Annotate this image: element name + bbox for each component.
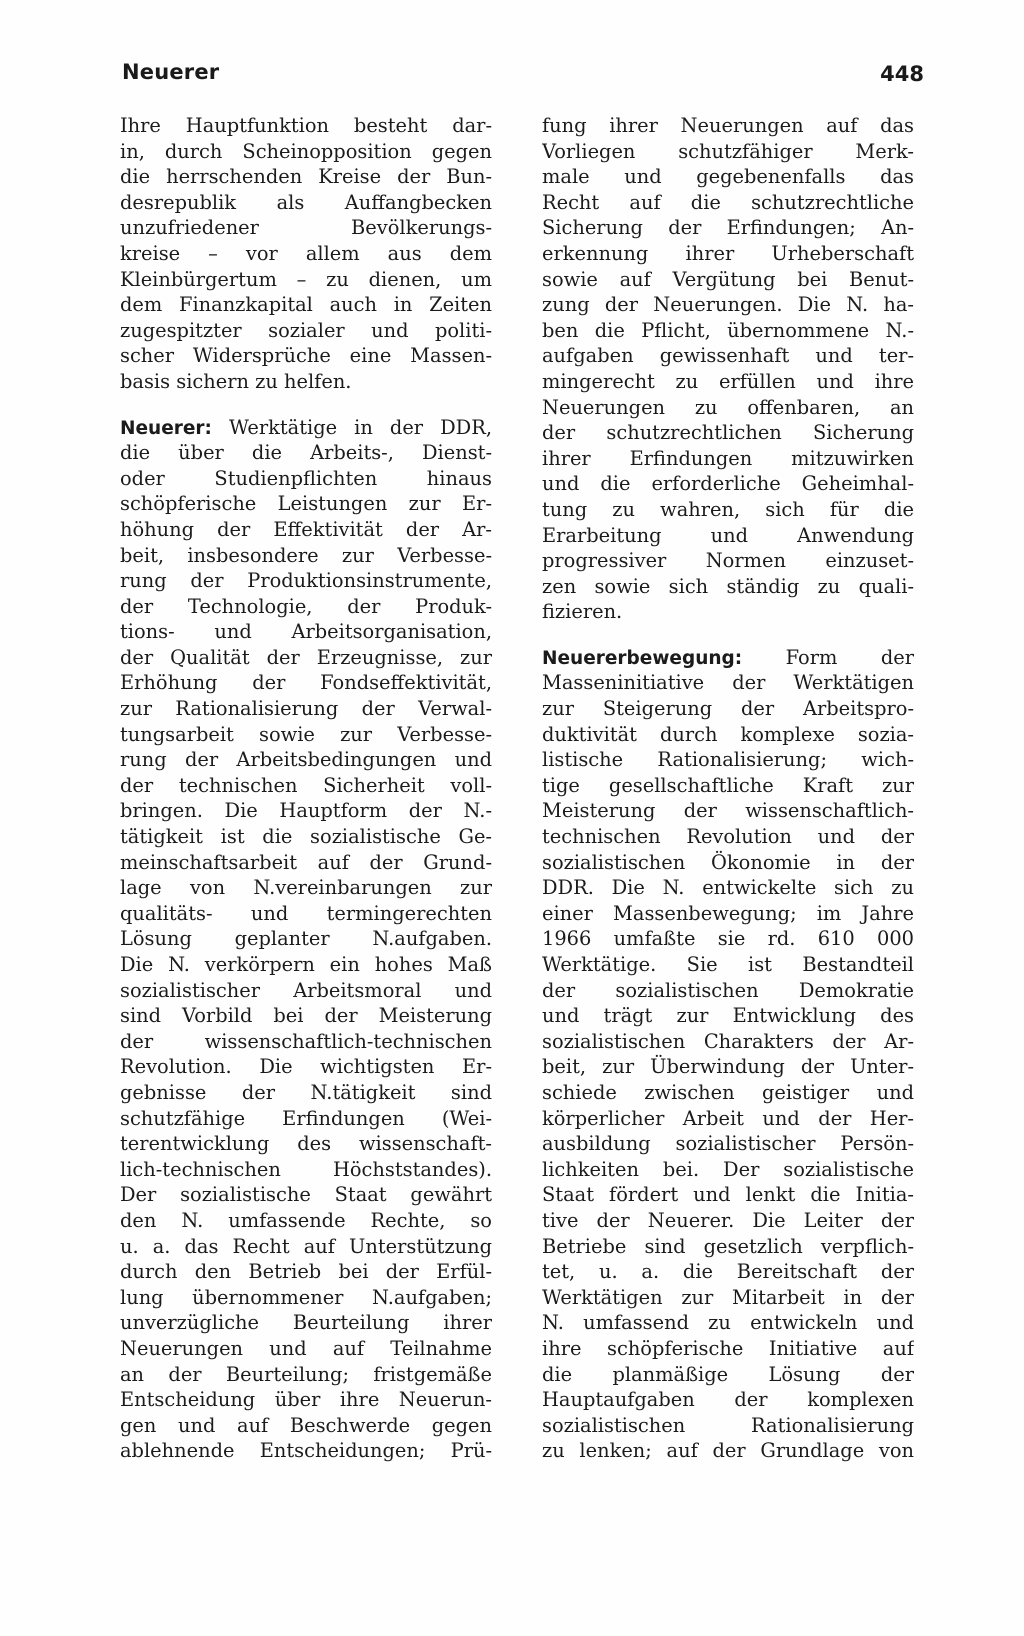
text-line: sowie auf Vergütung bei Benut- bbox=[542, 267, 914, 291]
text-line: Meisterung der wissenschaftlich- bbox=[542, 799, 914, 823]
text-line: N. umfassend zu entwickeln und bbox=[542, 1311, 914, 1335]
text-line: zur Steigerung der Arbeitspro- bbox=[542, 697, 914, 721]
text-line: schiede zwischen geistiger und bbox=[542, 1080, 914, 1104]
text-line: zur Rationalisierung der Verwal- bbox=[120, 697, 492, 721]
text-line: Erarbeitung und Anwendung bbox=[542, 523, 914, 547]
text-line: der Technologie, der Produk- bbox=[120, 594, 492, 618]
text-line: tige gesellschaftliche Kraft zur bbox=[542, 773, 914, 797]
text-line: unverzügliche Beurteilung ihrer bbox=[120, 1311, 492, 1335]
paragraph-gap bbox=[542, 625, 914, 645]
text-line: Staat fördert und lenkt die Initia- bbox=[542, 1183, 914, 1207]
text-line: tive der Neuerer. Die Leiter der bbox=[542, 1208, 914, 1232]
text-line: gebnisse der N.tätigkeit sind bbox=[120, 1080, 492, 1104]
text-line: sozialistischer Arbeitsmoral und bbox=[120, 978, 492, 1002]
text-line: zung der Neuerungen. Die N. ha- bbox=[542, 293, 914, 317]
text-line: ihre schöpferische Initiative auf bbox=[542, 1336, 914, 1360]
text-line: duktivität durch komplexe sozia- bbox=[542, 722, 914, 746]
text-line: kreise – vor allem aus dem bbox=[120, 241, 492, 265]
continuation-paragraph bbox=[120, 113, 492, 395]
text-line: beit, insbesondere zur Verbesse- bbox=[120, 543, 492, 567]
text-line: Werktätigen zur Mitarbeit in der bbox=[542, 1285, 914, 1309]
text-line: Neuerungen zu offenbaren, an bbox=[542, 395, 914, 419]
text-line: die planmäßige Lösung der bbox=[542, 1362, 914, 1386]
text-line: sozialistischen Ökonomie in der bbox=[542, 850, 914, 874]
text-line: durch den Betrieb bei der Erfül- bbox=[120, 1260, 492, 1284]
text-line: tions- und Arbeitsorganisation, bbox=[120, 620, 492, 644]
text-line: bringen. Die Hauptform der N.- bbox=[120, 799, 492, 823]
text-line: rung der Arbeitsbedingungen und bbox=[120, 748, 492, 772]
text-line: sozialistischen Charakters der Ar- bbox=[542, 1029, 914, 1053]
text-line: der sozialistischen Demokratie bbox=[542, 978, 914, 1002]
text-line: mingerecht zu erfüllen und ihre bbox=[542, 369, 914, 393]
text-line: ausbildung sozialistischer Persön- bbox=[542, 1132, 914, 1156]
text-line: meinschaftsarbeit auf der Grund- bbox=[120, 850, 492, 874]
text-line: qualitäts- und termingerechten bbox=[120, 901, 492, 925]
text-line: Masseninitiative der Werktätigen bbox=[542, 671, 914, 695]
text-line: rung der Produktionsinstrumente, bbox=[120, 569, 492, 593]
text-line: Die N. verkörpern ein hohes Maß bbox=[120, 953, 492, 976]
text-line: technischen Revolution und der bbox=[542, 825, 914, 849]
text-line: körperlicher Arbeit und der Her- bbox=[542, 1106, 914, 1130]
entry-first-line bbox=[542, 645, 914, 671]
text-line: erkennung ihrer Urheberschaft bbox=[542, 241, 914, 265]
text-line: Sicherung der Erfindungen; An- bbox=[542, 216, 914, 240]
text-line: der technischen Sicherheit voll- bbox=[120, 773, 492, 797]
text-line: sind Vorbild bei der Meisterung bbox=[120, 1004, 492, 1028]
text-line: Erhöhung der Fondseffektivität, bbox=[120, 671, 492, 695]
text-line: Revolution. Die wichtigsten Er- bbox=[120, 1055, 492, 1079]
text-line: ihrer Erfindungen mitzuwirken bbox=[542, 446, 914, 470]
text-line: terentwicklung des wissenschaft- bbox=[120, 1132, 492, 1156]
text-line: lage von N.vereinbarungen zur bbox=[120, 876, 492, 900]
text-line: Lösung geplanter N.aufgaben. bbox=[120, 927, 492, 951]
entry-keyword: Neuerer: bbox=[120, 417, 212, 439]
running-head: Neuerer bbox=[122, 60, 220, 84]
entry-keyword: Neuererbewegung: bbox=[542, 647, 743, 669]
text-line: tungsarbeit sowie zur Verbesse- bbox=[120, 722, 492, 746]
text-line: male und gegebenenfalls das bbox=[542, 165, 914, 189]
text-line: tätigkeit ist die sozialistische Ge- bbox=[120, 825, 492, 849]
text-line: aufgaben gewissenhaft und ter- bbox=[542, 344, 914, 368]
text-line: Der sozialistische Staat gewährt bbox=[120, 1183, 492, 1207]
text-line: die über die Arbeits-, Dienst- bbox=[120, 441, 492, 465]
text-line: listische Rationalisierung; wich- bbox=[542, 748, 914, 772]
entry-body bbox=[542, 670, 914, 1463]
text-line: in, durch Scheinopposition gegen bbox=[120, 139, 492, 163]
text-line: zen sowie sich ständig zu quali- bbox=[542, 574, 914, 598]
text-line: der wissenschaftlich-technischen bbox=[120, 1029, 492, 1053]
text-line: beit, zur Überwindung der Unter- bbox=[542, 1055, 914, 1079]
text-line: oder Studienpflichten hinaus bbox=[120, 466, 492, 490]
text-line: progressiver Normen einzuset- bbox=[542, 549, 914, 573]
text-line: der schutzrechtlichen Sicherung bbox=[542, 421, 914, 445]
text-line: Betriebe sind gesetzlich verpflich- bbox=[542, 1234, 914, 1258]
text-line: ablehnende Entscheidungen; Prü- bbox=[120, 1439, 492, 1463]
text-line: höhung der Effektivität der Ar- bbox=[120, 517, 492, 541]
text-line: 1966 umfaßte sie rd. 610 000 bbox=[542, 927, 914, 951]
text-line: dem Finanzkapital auch in Zeiten bbox=[120, 293, 492, 317]
text-line: unzufriedener Bevölkerungs- bbox=[120, 216, 492, 240]
text-line: schutzfähige Erfindungen (Wei- bbox=[120, 1106, 492, 1130]
text-line: Werktätige. Sie ist Bestandteil bbox=[542, 953, 914, 976]
entry-first-line-text: Werktätige in der DDR, bbox=[229, 415, 492, 439]
text-line: Recht auf die schutzrechtliche bbox=[542, 190, 914, 214]
text-line: an der Beurteilung; fristgemäße bbox=[120, 1362, 492, 1386]
text-line: Hauptaufgaben der komplexen bbox=[542, 1388, 914, 1412]
text-line: basis sichern zu helfen. bbox=[120, 369, 352, 393]
text-line: Kleinbürgertum – zu dienen, um bbox=[120, 267, 492, 291]
text-line: lich-technischen Höchststandes). bbox=[120, 1157, 492, 1181]
text-line: der Qualität der Erzeugnisse, zur bbox=[120, 645, 492, 669]
text-line: zugespitzter sozialer und politi- bbox=[120, 318, 492, 342]
entry-first-line-text: Form der bbox=[785, 645, 914, 669]
text-line: desrepublik als Auffangbecken bbox=[120, 190, 492, 214]
text-line: tet, u. a. die Bereitschaft der bbox=[542, 1260, 914, 1284]
text-line: lung übernommener N.aufgaben; bbox=[120, 1285, 492, 1309]
text-line: und trägt zur Entwicklung des bbox=[542, 1004, 914, 1028]
text-line: tung zu wahren, sich für die bbox=[542, 497, 914, 521]
page-number: 448 bbox=[880, 62, 924, 86]
text-line: Vorliegen schutzfähiger Merk- bbox=[542, 139, 914, 163]
text-line: DDR. Die N. entwickelte sich zu bbox=[542, 876, 914, 900]
text-line: Entscheidung über ihre Neuerun- bbox=[120, 1388, 492, 1412]
text-line: sozialistischen Rationalisierung bbox=[542, 1413, 914, 1437]
left-column bbox=[120, 113, 492, 1464]
text-line: den N. umfassende Rechte, so bbox=[120, 1208, 492, 1232]
entry-neuererbewegung bbox=[542, 645, 914, 1464]
text-line: scher Widersprüche eine Massen- bbox=[120, 344, 492, 368]
right-column bbox=[542, 113, 914, 1464]
entry-body bbox=[120, 440, 492, 1464]
text-line: gen und auf Beschwerde gegen bbox=[120, 1413, 492, 1437]
text-line: Ihre Hauptfunktion besteht dar- bbox=[120, 114, 492, 137]
text-line: u. a. das Recht auf Unterstützung bbox=[120, 1234, 492, 1258]
text-line: schöpferische Leistungen zur Er- bbox=[120, 492, 492, 516]
text-line: zu lenken; auf der Grundlage von bbox=[542, 1439, 914, 1463]
entry-first-line bbox=[120, 415, 492, 441]
paragraph-gap bbox=[120, 395, 492, 415]
text-line: und die erforderliche Geheimhal- bbox=[542, 472, 914, 496]
text-line: fung ihrer Neuerungen auf das bbox=[542, 114, 914, 137]
continuation-paragraph bbox=[542, 113, 914, 625]
entry-neuerer bbox=[120, 415, 492, 1464]
text-line: ben die Pflicht, übernommene N.- bbox=[542, 318, 914, 342]
text-line: lichkeiten bei. Der sozialistische bbox=[542, 1157, 914, 1181]
text-line: fizieren. bbox=[542, 600, 623, 624]
text-line: die herrschenden Kreise der Bun- bbox=[120, 165, 492, 189]
text-line: Neuerungen und auf Teilnahme bbox=[120, 1336, 492, 1360]
text-line: einer Massenbewegung; im Jahre bbox=[542, 901, 914, 925]
